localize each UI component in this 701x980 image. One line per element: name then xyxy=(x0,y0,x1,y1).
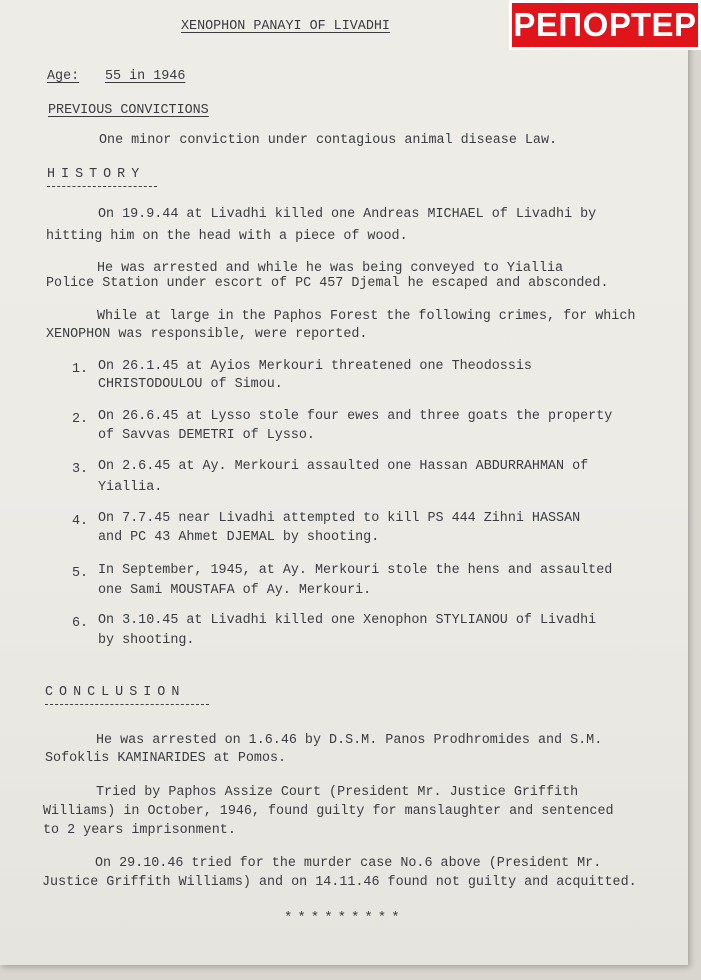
history-heading: HISTORY xyxy=(47,167,146,182)
list-item-number: 4. xyxy=(72,514,89,529)
reporter-logo: РЕПОРТЕР xyxy=(509,0,701,50)
list-item-line-1: On 26.1.45 at Ayios Merkouri threatened one Theodossis xyxy=(98,359,532,374)
previous-convictions-heading: PREVIOUS CONVICTIONS xyxy=(48,103,209,118)
list-item-number: 3. xyxy=(72,462,89,477)
previous-convictions-text: One minor conviction under contagious animal disease Law. xyxy=(99,133,558,148)
conclusion-paragraph-2-line-1: Tried by Paphos Assize Court (President Mr. Justice Griffith xyxy=(96,785,579,800)
conclusion-paragraph-1-line-2: Sofoklis KAMINARIDES at Pomos. xyxy=(45,751,287,766)
conclusion-paragraph-1-line-1: He was arrested on 1.6.46 by D.S.M. Panos Prodhromides and S.M. xyxy=(96,733,603,748)
list-item-number: 1. xyxy=(72,362,89,377)
list-item-line-1: On 3.10.45 at Livadhi killed one Xenophon STYLIANOU of Livadhi xyxy=(98,613,597,628)
list-item-number: 6. xyxy=(72,616,89,631)
history-paragraph-2-line-1: He was arrested and while he was being conveyed to Yiallia xyxy=(97,261,564,276)
list-item-line-2: Yiallia. xyxy=(98,480,163,495)
history-paragraph-3-line-2: XENOPHON was responsible, were reported. xyxy=(46,327,368,342)
history-heading-rule xyxy=(47,186,157,187)
conclusion-heading-rule xyxy=(45,704,209,705)
age-value: 55 in 1946 xyxy=(105,69,186,84)
list-item-line-2: one Sami MOUSTAFA of Ay. Merkouri. xyxy=(98,583,372,598)
list-item-number: 5. xyxy=(72,566,89,581)
history-paragraph-1-line-2: hitting him on the head with a piece of wood. xyxy=(46,229,408,244)
list-item-line-2: of Savvas DEMETRI of Lysso. xyxy=(98,428,315,443)
list-item-line-1: On 7.7.45 near Livadhi attempted to kill PS 444 Zihni HASSAN xyxy=(98,511,581,526)
conclusion-paragraph-2-line-3: to 2 years imprisonment. xyxy=(43,823,236,838)
history-paragraph-1-line-1: On 19.9.44 at Livadhi killed one Andreas MICHAEL of Livadhi by xyxy=(98,207,597,222)
age-label: Age: xyxy=(47,69,80,84)
conclusion-paragraph-2-line-2: Williams) in October, 1946, found guilty for manslaughter and sentenced xyxy=(43,804,614,819)
list-item-line-2: CHRISTODOULOU of Simou. xyxy=(98,377,283,392)
conclusion-paragraph-3-line-2: Justice Griffith Williams) and on 14.11.46 found not guilty and acquitted. xyxy=(42,875,637,890)
list-item-line-1: On 26.6.45 at Lysso stole four ewes and three goats the property xyxy=(98,409,613,424)
conclusion-paragraph-3-line-1: On 29.10.46 tried for the murder case No.6 above (President Mr. xyxy=(95,856,602,871)
document-title: XENOPHON PANAYI OF LIVADHI xyxy=(181,19,390,34)
end-of-document-marker: ********* xyxy=(284,910,405,926)
list-item-number: 2. xyxy=(72,412,89,427)
list-item-line-2: by shooting. xyxy=(98,633,195,648)
history-paragraph-3-line-1: While at large in the Paphos Forest the following crimes, for which xyxy=(97,309,636,324)
conclusion-heading: CONCLUSION xyxy=(45,685,186,700)
list-item-line-2: and PC 43 Ahmet DJEMAL by shooting. xyxy=(98,530,380,545)
list-item-line-1: In September, 1945, at Ay. Merkouri stole the hens and assaulted xyxy=(98,563,613,578)
list-item-line-1: On 2.6.45 at Ay. Merkouri assaulted one Hassan ABDURRAHMAN of xyxy=(98,459,589,474)
history-paragraph-2-line-2: Police Station under escort of PC 457 Djemal he escaped and absconded. xyxy=(46,276,609,291)
